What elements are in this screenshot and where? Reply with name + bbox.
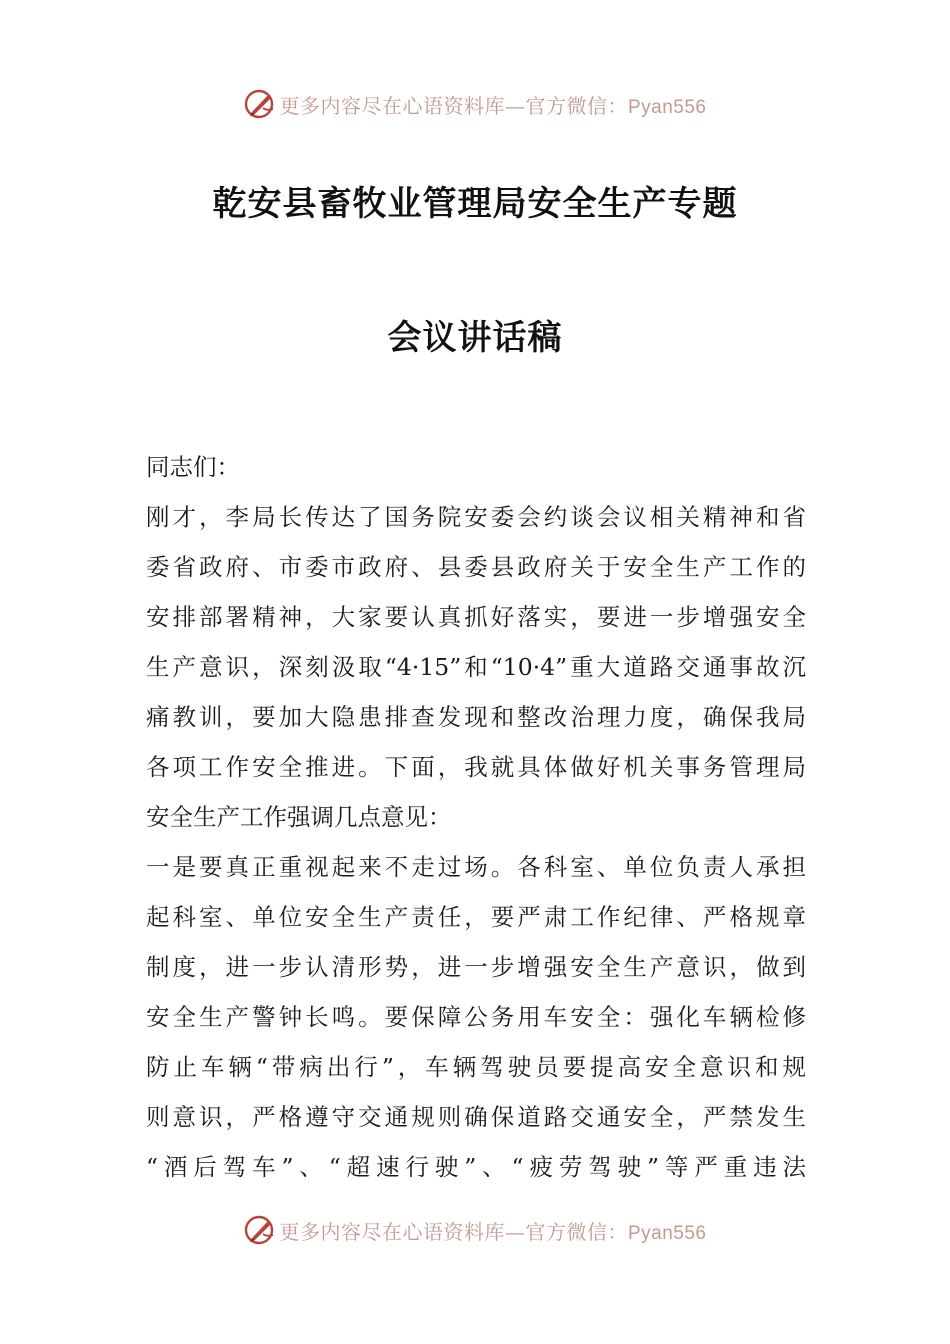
body-line: 刚才，李局长传达了国务院安委会约谈会议相关精神和省 xyxy=(146,503,806,531)
header-watermark-banner xyxy=(0,82,950,126)
body-line-salutation: 同志们： xyxy=(146,453,240,481)
watermark-text: 更多内容尽在心语资料库—官方微信：Pyan556 xyxy=(279,1219,707,1244)
body-line: 生产意识，深刻汲取“4·15”和“10·4”重大道路交通事故沉 xyxy=(146,653,806,681)
body-line: 各项工作安全推进。下面，我就具体做好机关事务管理局 xyxy=(146,753,806,781)
body-line: 痛教训，要加大隐患排查发现和整改治理力度，确保我局 xyxy=(146,703,806,731)
wechat-id: Pyan556 xyxy=(627,96,707,118)
body-line: 委省政府、市委市政府、县委县政府关于安全生产工作的 xyxy=(146,553,806,581)
document-title-line-1: 乾安县畜牧业管理局安全生产专题 xyxy=(212,184,738,224)
body-line: 制度，进一步认清形势，进一步增强安全生产意识，做到 xyxy=(146,953,806,981)
body-line: 则意识，严格遵守交通规则确保道路交通安全，严禁发生 xyxy=(146,1103,806,1131)
body-line: 防止车辆“带病出行”，车辆驾驶员要提高安全意识和规 xyxy=(146,1053,806,1081)
body-line: “酒后驾车”、“超速行驶”、“疲劳驾驶”等严重违法 xyxy=(146,1153,806,1181)
body-line: 安全生产工作强调几点意见： xyxy=(146,803,452,831)
document-title-line-2: 会议讲话稿 xyxy=(387,318,563,358)
body-line: 安排部署精神，大家要认真抓好落实，要进一步增强安全 xyxy=(146,603,806,631)
body-line: 起科室、单位安全生产责任，要严肃工作纪律、严格规章 xyxy=(146,903,806,931)
body-line: 安全生产警钟长鸣。要保障公务用车安全：强化车辆检修 xyxy=(146,1003,806,1031)
pen-emblem-icon xyxy=(243,87,277,121)
pen-emblem-icon xyxy=(243,1213,277,1247)
body-line: 一是要真正重视起来不走过场。各科室、单位负责人承担 xyxy=(146,853,806,881)
footer-watermark-banner xyxy=(0,1208,950,1252)
document-body xyxy=(146,442,806,1192)
wechat-id: Pyan556 xyxy=(627,1222,707,1244)
watermark-text: 更多内容尽在心语资料库—官方微信：Pyan556 xyxy=(279,93,707,118)
